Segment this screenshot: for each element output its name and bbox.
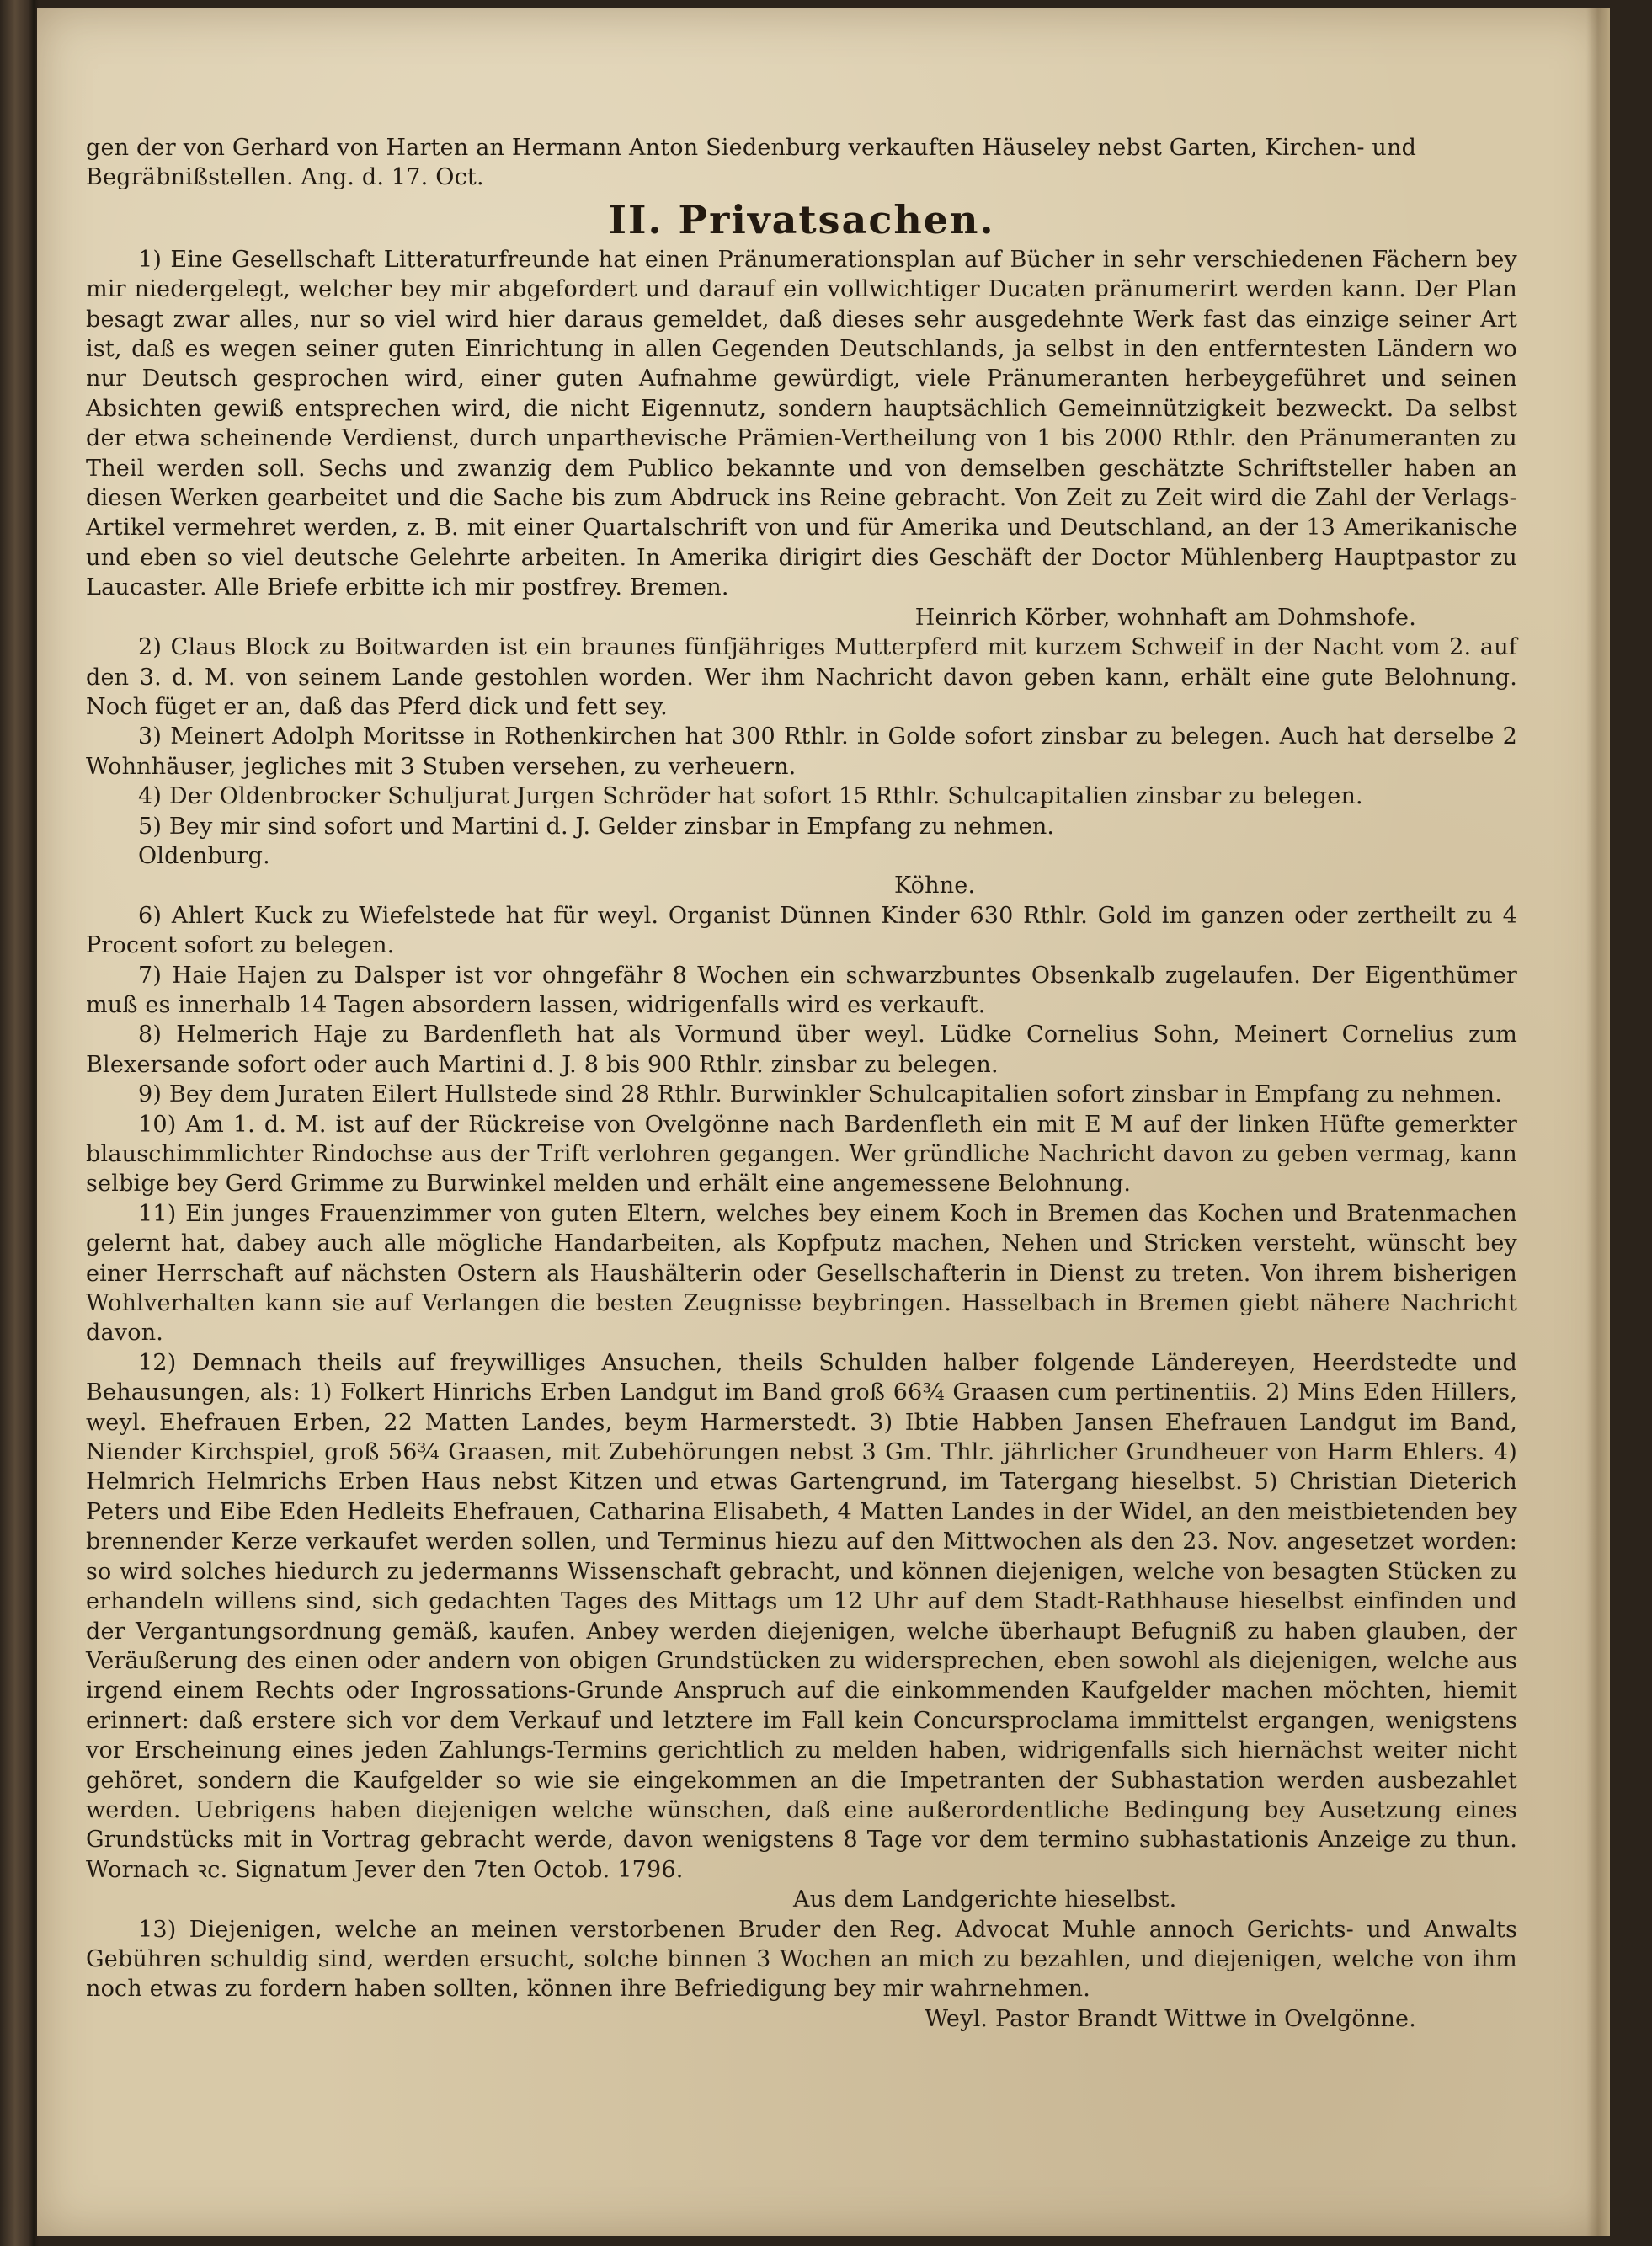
notice-5-signature: Köhne. (894, 872, 976, 899)
notice-12: 12) Demnach theils auf freywilliges Ansuchen, theils Schulden halber folgende Ländereyen, Heerdstedte und Behausungen, als: 1) Folkert Hinrichs Erben Landgut im Band groß 66¾ Graasen cum pertinentiis. 2) Mins Eden Hillers, weyl. Ehefrauen Erben, 22 Matten Landes, beym Harmerstedt. 3) Ibtie Habben Jansen Ehefrauen Landgut im Band, Niender Kirchspiel, groß 56¾ Graasen, mit Zubehörungen nebst 3 Gm. Thlr. jährlicher Grundheuer von Harm Ehlers. 4) Helmrich Helmrichs Erben Haus nebst Kitzen und etwas Gartengrund, im Tatergang hieselbst. 5) Christian Dieterich Peters und Eibe Eden Hedleits Ehefrauen, Catharina Elisabeth, 4 Matten Landes in der Widel, an den meistbietenden bey brennender Kerze verkaufet werden sollen, und Terminus hiezu auf den Mittwochen als den 23. Nov. angesetzet worden: so wird solches hiedurch zu jedermanns Wissenschaft gebracht, und können diejenigen, welche von besagten Stücken zu erhandeln willens sind, sich gedachten Tages des Mittags um 12 Uhr auf dem Stadt-Rathhause hieselbst einfinden und der Vergantungsordnung gemäß, kaufen. Anbey werden diejenigen, welche überhaupt Befugniß zu haben glauben, der Veräußerung des einen oder andern von obigen Grundstücken zu widersprechen, eben sowohl als diejenigen, welche aus irgend einem Rechts oder Ingrossations-Grunde Anspruch auf die einkommenden Kaufgelder machen möchten, hiemit erinnert: daß erstere sich vor dem Verkauf und letztere im Fall kein Concursproclama immittelst ergangen, wenigstens vor Erscheinung eines jeden Zahlungs-Termins gerichtlich zu melden haben, widrigenfalls sich hiernächst weiter nicht gehöret, sondern die Kaufgelder so wie sie eingekommen an die Impetranten der Subhastation werden ausbezahlet werden. Uebrigens haben diejenigen welche wünschen, daß eine außerordentliche Bedingung bey Ausetzung eines Grundstücks mit in Vortrag gebracht werde, davon wenigstens 8 Tage vor dem termino subhastationis Anzeige zu thun. Wornach ꝛc. Signatum Jever den 7ten Octob. 1796. (86, 1349, 1517, 1883)
intro-paragraph: gen der von Gerhard von Harten an Hermann Anton Siedenburg verkauften Häuseley nebst Garten, Kirchen- und Begräbnißstellen. Ang. d. 17. Oct. (86, 135, 1417, 191)
page-content (86, 133, 1517, 2034)
notice-13-signature: Weyl. Pastor Brandt Wittwe in Ovelgönne. (925, 2005, 1416, 2032)
section-number: II. (608, 196, 663, 243)
notice-8: 8) Helmerich Haje zu Bardenfleth hat als Vormund über weyl. Lüdke Cornelius Sohn, Meinert Cornelius zum Blexersande sofort oder auch Martini d. J. 8 bis 900 Rthlr. zinsbar zu belegen. (86, 1022, 1517, 1078)
notice-5-place: Oldenburg. (138, 842, 270, 869)
notice-7: 7) Haie Hajen zu Dalsper ist vor ohngefähr 8 Wochen ein schwarzbuntes Obsenkalb zugelaufen. Der Eigenthümer muß es innerhalb 14 Tagen absordern lassen, widrigenfalls wird es verkauft. (86, 962, 1517, 1018)
notice-1-signature: Heinrich Körber, wohnhaft am Dohmshofe. (914, 604, 1416, 631)
notice-4: 4) Der Oldenbrocker Schuljurat Jurgen Schröder hat sofort 15 Rthlr. Schulcapitalien zinsbar zu belegen. (138, 783, 1363, 810)
notice-6: 6) Ahlert Kuck zu Wiefelstede hat für weyl. Organist Dünnen Kinder 630 Rthlr. Gold im ganzen oder zertheilt zu 4 Procent sofort zu belegen. (86, 902, 1517, 959)
notice-1: 1) Eine Gesellschaft Litteraturfreunde hat einen Pränumerationsplan auf Bücher in sehr verschiedenen Fächern bey mir niedergelegt, welcher bey mir abgefordert und darauf ein vollwichtiger Ducaten pränumerirt werden kann. Der Plan besagt zwar alles, nur so viel wird hier daraus gemeldet, daß dieses sehr ausgedehnte Werk fast das einzige seiner Art ist, daß es wegen seiner guten Einrichtung in allen Gegenden Deutschlands, ja selbst in den entferntesten Ländern wo nur Deutsch gesprochen wird, einer guten Aufnahme gewürdigt, viele Pränumeranten herbeygeführet und seinen Absichten gewiß entsprechen wird, die nicht Eigennutz, sondern hauptsächlich Gemeinnützigkeit bezweckt. Da selbst der etwa scheinende Verdienst, durch unparthevische Prämien-Vertheilung von 1 bis 2000 Rthlr. den Pränumeranten zu Theil werden soll. Sechs und zwanzig dem Publico bekannte und von demselben geschätzte Schriftsteller haben an diesen Werken gearbeitet und die Sache bis zum Abdruck ins Reine gebracht. Von Zeit zu Zeit wird die Zahl der Verlags-Artikel vermehret werden, z. B. mit einer Quartalschrift von und für Amerika und Deutschland, an der 13 Amerikanische und eben so viel deutsche Gelehrte arbeiten. In Amerika dirigirt dies Geschäft der Doctor Mühlenberg Hauptpastor zu Laucaster. Alle Briefe erbitte ich mir postfrey. Bremen. (86, 246, 1517, 601)
section-heading (86, 196, 1517, 243)
notice-13: 13) Diejenigen, welche an meinen verstorbenen Bruder den Reg. Advocat Muhle annoch Gerichts- und Anwalts Gebühren schuldig sind, werden ersucht, solche binnen 3 Wochen an mich zu bezahlen, und diejenigen, welche von ihm noch etwas zu fordern haben sollten, können ihre Befriedigung bey mir wahrnehmen. (86, 1916, 1517, 2003)
notice-10: 10) Am 1. d. M. ist auf der Rückreise von Ovelgönne nach Bardenfleth ein mit E M auf der linken Hüfte gemerkter blauschimmlichter Rindochse aus der Trift verlohren gegangen. Wer gründliche Nachricht davon zu geben vermag, kann selbige bey Gerd Grimme zu Burwinkel melden und erhält eine angemessene Belohnung. (86, 1111, 1517, 1198)
notice-9: 9) Bey dem Juraten Eilert Hullstede sind 28 Rthlr. Burwinkler Schulcapitalien sofort zinsbar in Empfang zu nehmen. (138, 1081, 1503, 1108)
notice-5: 5) Bey mir sind sofort und Martini d. J. Gelder zinsbar in Empfang zu nehmen. (138, 813, 1055, 840)
newspaper-page (37, 8, 1610, 2236)
notice-2: 2) Claus Block zu Boitwarden ist ein braunes fünfjähriges Mutterpferd mit kurzem Schweif in der Nacht vom 2. auf den 3. d. M. von seinem Lande gestohlen worden. Wer ihm Nachricht davon geben kann, erhält eine gute Belohnung. Noch füget er an, daß das Pferd dick und fett sey. (86, 634, 1517, 720)
notice-3: 3) Meinert Adolph Moritsse in Rothenkirchen hat 300 Rthlr. in Golde sofort zinsbar zu belegen. Auch hat derselbe 2 Wohnhäuser, jegliches mit 3 Stuben versehen, zu verheuern. (86, 723, 1517, 780)
notice-11: 11) Ein junges Frauenzimmer von guten Eltern, welches bey einem Koch in Bremen das Kochen und Bratenmachen gelernt hat, dabey auch alle mögliche Handarbeiten, als Kopfputz machen, Nehen und Stricken versteht, wünscht bey einer Herrschaft auf nächsten Ostern als Haushälterin oder Gesellschafterin in Dienst zu treten. Von ihrem bisherigen Wohlverhalten kann sie auf Verlangen die besten Zeugnisse beybringen. Hasselbach in Bremen giebt nähere Nachricht davon. (86, 1200, 1517, 1347)
page-edge (1586, 8, 1610, 2236)
section-title: Privatsachen. (678, 196, 995, 243)
notice-12-signature: Aus dem Landgerichte hieselbst. (793, 1886, 1177, 1913)
